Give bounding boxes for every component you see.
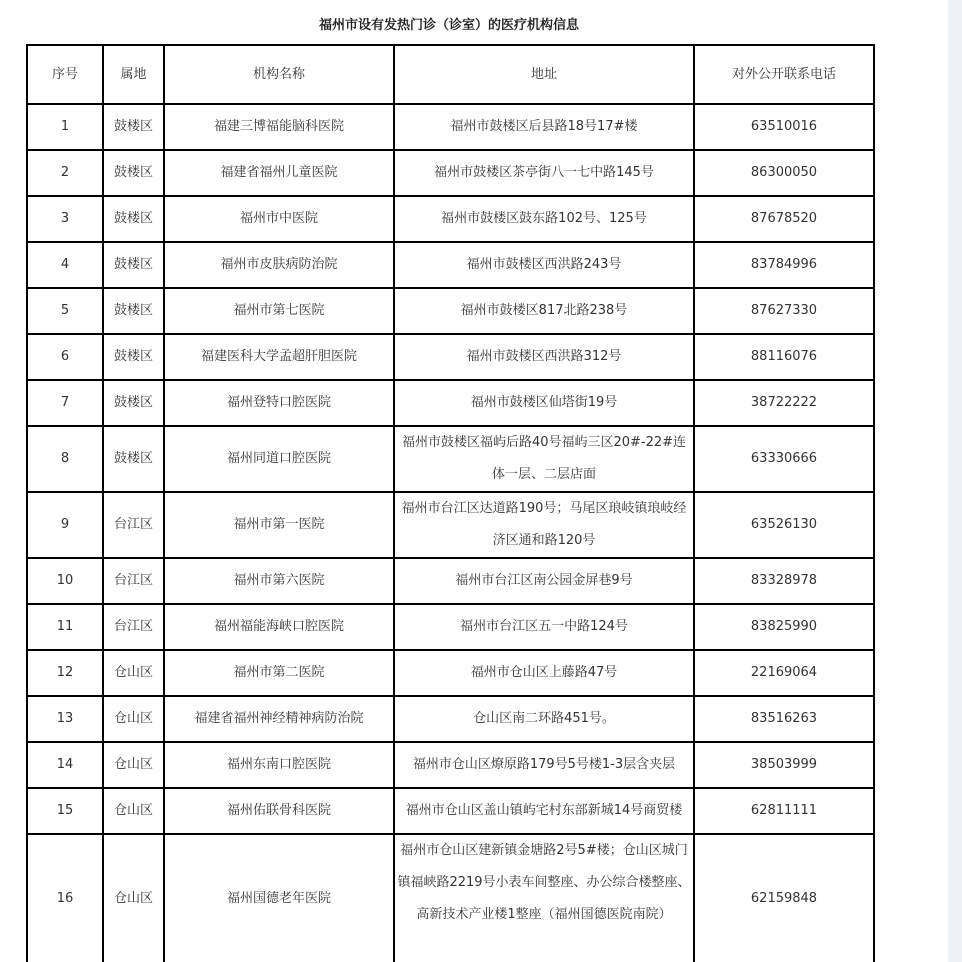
cell-address: 福州市鼓楼区西洪路312号 — [394, 334, 694, 380]
table-header-row — [27, 45, 874, 104]
cell-address: 福州市台江区南公园金屏巷9号 — [394, 558, 694, 604]
cell-phone: 63526130 — [694, 492, 874, 558]
cell-index: 11 — [27, 604, 103, 650]
cell-district: 鼓楼区 — [103, 242, 164, 288]
address-text: 福州市仓山区建新镇金塘路2号5#楼；仓山区城门镇福峡路2219号小表车间整座、办公综合楼整座、高新技术产业楼1整座（福州国德医院南院） — [397, 843, 691, 922]
cell-index: 12 — [27, 650, 103, 696]
cell-name: 福州登特口腔医院 — [164, 380, 394, 426]
table-row — [27, 558, 874, 604]
cell-address: 福州市鼓楼区茶亭街八一七中路145号 — [394, 150, 694, 196]
table-row — [27, 834, 874, 962]
cell-district: 仓山区 — [103, 742, 164, 788]
cell-index: 4 — [27, 242, 103, 288]
cell-phone: 83516263 — [694, 696, 874, 742]
address-text: 福州市台江区达道路190号；马尾区琅岐镇琅岐经济区通和路120号 — [401, 501, 687, 548]
cell-name: 福州市皮肤病防治院 — [164, 242, 394, 288]
cell-address — [394, 492, 694, 558]
cell-district: 鼓楼区 — [103, 288, 164, 334]
table-row — [27, 380, 874, 426]
page-scroll-gutter — [948, 0, 962, 962]
table-row — [27, 426, 874, 492]
table-row — [27, 150, 874, 196]
cell-district: 仓山区 — [103, 650, 164, 696]
cell-phone: 63510016 — [694, 104, 874, 150]
cell-district: 鼓楼区 — [103, 104, 164, 150]
cell-phone: 63330666 — [694, 426, 874, 492]
cell-index: 5 — [27, 288, 103, 334]
table-row — [27, 242, 874, 288]
cell-address — [394, 834, 694, 962]
cell-phone: 38722222 — [694, 380, 874, 426]
cell-name: 福州市第一医院 — [164, 492, 394, 558]
cell-name: 福州佑联骨科医院 — [164, 788, 394, 834]
cell-name: 福州国德老年医院 — [164, 834, 394, 962]
address-text: 福州市鼓楼区福屿后路40号福屿三区20#-22#连体一层、二层店面 — [401, 435, 687, 482]
cell-phone: 83825990 — [694, 604, 874, 650]
table-row — [27, 650, 874, 696]
cell-name: 福州市第二医院 — [164, 650, 394, 696]
cell-district: 仓山区 — [103, 696, 164, 742]
cell-address: 福州市鼓楼区西洪路243号 — [394, 242, 694, 288]
cell-name: 福建三博福能脑科医院 — [164, 104, 394, 150]
header-district: 属地 — [103, 45, 164, 104]
cell-index: 15 — [27, 788, 103, 834]
cell-address: 福州市台江区五一中路124号 — [394, 604, 694, 650]
table-row — [27, 334, 874, 380]
cell-district: 台江区 — [103, 492, 164, 558]
header-phone: 对外公开联系电话 — [694, 45, 874, 104]
table-row — [27, 104, 874, 150]
cell-name: 福州同道口腔医院 — [164, 426, 394, 492]
cell-index: 8 — [27, 426, 103, 492]
cell-index: 2 — [27, 150, 103, 196]
cell-address: 仓山区南二环路451号。 — [394, 696, 694, 742]
cell-phone: 62159848 — [694, 834, 874, 962]
cell-index: 16 — [27, 834, 103, 962]
page-title: 福州市设有发热门诊（诊室）的医疗机构信息 — [318, 18, 579, 33]
cell-phone: 38503999 — [694, 742, 874, 788]
cell-address: 福州市鼓楼区鼓东路102号、125号 — [394, 196, 694, 242]
cell-phone: 87627330 — [694, 288, 874, 334]
cell-index: 6 — [27, 334, 103, 380]
cell-district: 仓山区 — [103, 788, 164, 834]
cell-index: 9 — [27, 492, 103, 558]
cell-phone: 83328978 — [694, 558, 874, 604]
cell-address: 福州市仓山区盖山镇屿宅村东部新城14号商贸楼 — [394, 788, 694, 834]
header-address: 地址 — [394, 45, 694, 104]
cell-address: 福州市仓山区燎原路179号5号楼1-3层含夹层 — [394, 742, 694, 788]
cell-index: 13 — [27, 696, 103, 742]
hospital-table — [26, 44, 875, 962]
cell-phone: 86300050 — [694, 150, 874, 196]
cell-index: 14 — [27, 742, 103, 788]
cell-district: 鼓楼区 — [103, 196, 164, 242]
cell-district: 鼓楼区 — [103, 380, 164, 426]
cell-name: 福州东南口腔医院 — [164, 742, 394, 788]
cell-phone: 83784996 — [694, 242, 874, 288]
cell-phone: 22169064 — [694, 650, 874, 696]
cell-name: 福州市第七医院 — [164, 288, 394, 334]
cell-name: 福州市第六医院 — [164, 558, 394, 604]
cell-address: 福州市仓山区上藤路47号 — [394, 650, 694, 696]
cell-address: 福州市鼓楼区817北路238号 — [394, 288, 694, 334]
cell-address: 福州市鼓楼区仙塔街19号 — [394, 380, 694, 426]
header-name: 机构名称 — [164, 45, 394, 104]
table-row — [27, 696, 874, 742]
cell-index: 3 — [27, 196, 103, 242]
cell-phone: 87678520 — [694, 196, 874, 242]
cell-address — [394, 426, 694, 492]
cell-index: 7 — [27, 380, 103, 426]
cell-name: 福州福能海峡口腔医院 — [164, 604, 394, 650]
cell-name: 福建医科大学孟超肝胆医院 — [164, 334, 394, 380]
cell-name: 福建省福州神经精神病防治院 — [164, 696, 394, 742]
table-row — [27, 604, 874, 650]
cell-district: 鼓楼区 — [103, 334, 164, 380]
table-row — [27, 196, 874, 242]
cell-index: 10 — [27, 558, 103, 604]
table-row — [27, 788, 874, 834]
cell-phone: 62811111 — [694, 788, 874, 834]
cell-district: 鼓楼区 — [103, 426, 164, 492]
cell-district: 台江区 — [103, 558, 164, 604]
cell-phone: 88116076 — [694, 334, 874, 380]
table-row — [27, 742, 874, 788]
table-row — [27, 492, 874, 558]
cell-name: 福建省福州儿童医院 — [164, 150, 394, 196]
cell-district: 台江区 — [103, 604, 164, 650]
cell-address: 福州市鼓楼区后县路18号17#楼 — [394, 104, 694, 150]
header-index: 序号 — [27, 45, 103, 104]
cell-index: 1 — [27, 104, 103, 150]
cell-district: 仓山区 — [103, 834, 164, 962]
cell-district: 鼓楼区 — [103, 150, 164, 196]
cell-name: 福州市中医院 — [164, 196, 394, 242]
table-row — [27, 288, 874, 334]
